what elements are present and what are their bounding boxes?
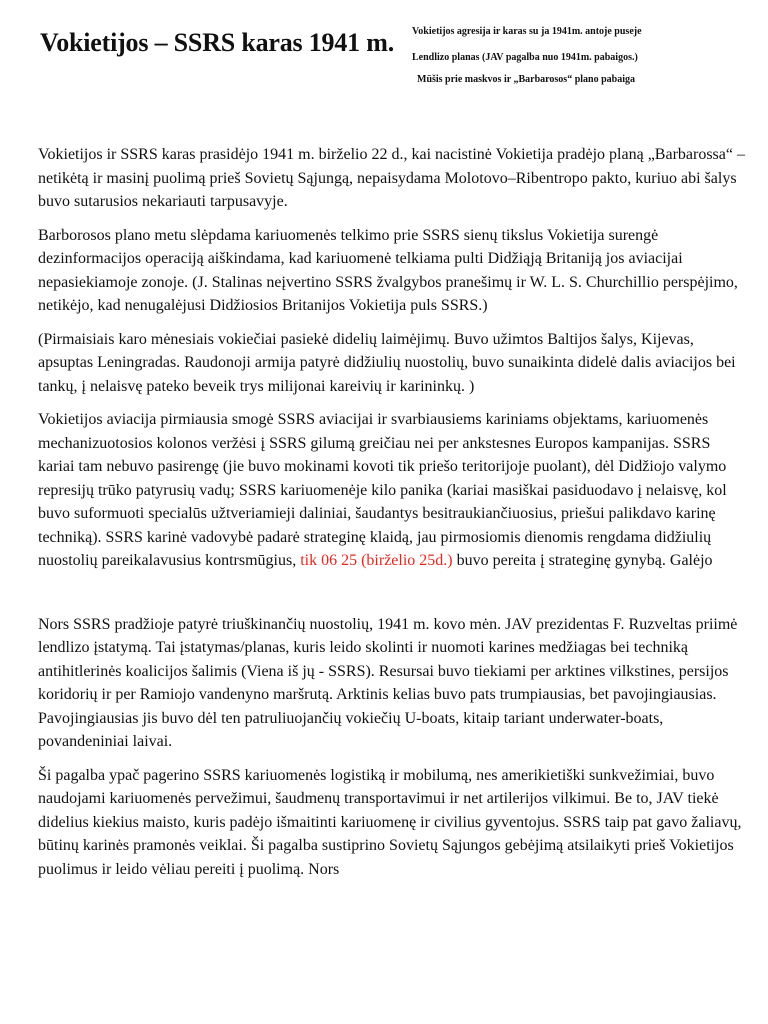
side-note: Lendlizo planas (JAV pagalba nuo 1941m. pabaigos.) [412,52,638,63]
paragraph: Nors SSRS pradžioje patyrė triuškinančių nuostolių, 1941 m. kovo mėn. JAV prezidentas F. Ruzveltas priimė lendlizo įstatymą. Tai įstatymas/planas, kuris leido skolinti ir nuomoti karines medžiagas bei techniką antihitlerinės koalicijos šalimis (Viena iš jų - SSRS). Resursai buvo tiekiami per arktines vilkstines, persijos koridorių ir per Ramiojo vandenyno maršrutą. Arktinis kelias buvo pats trumpiausias, bet pavojingiausias. Pavojingiausias jis buvo dėl ten patruliuojančių vokiečių U-boats, kitaip tariant underwater-boats, povandeniniai laivai. [38,615,738,750]
document-body [38,143,748,891]
side-notes [408,26,708,86]
paragraph [38,408,748,573]
paragraph: Ši pagalba ypač pagerino SSRS kariuomenės logistiką ir mobilumą, nes amerikietiški sunkvežimiai, buvo naudojami kariuomenės pervežimui, šaudmenų transportavimui ir net artilerijos vilkimui. Be to, JAV tiekė didelius kiekius maisto, kuris padėjo išmaitinti kariuomenę ir civilius gyventojus. SSRS taip pat gavo žaliavų, būtinų karinės pramonės veiklai. Ši pagalba sustiprino Sovietų Sąjungos gebėjimą atsilaikyti prieš Vokietijos puolimus ir leido vėliau pereiti į puolimą. Nors [38,766,742,878]
paragraph: (Pirmaisiais karo mėnesiais vokiečiai pasiekė didelių laimėjimų. Buvo užimtos Baltijos šalys, Kijevas, apsuptas Leningradas. Raudonoji armija patyrė didžiulių nuostolių, buvo sunaikinta didelė dalis aviacijos bei tankų, į nelaisvę pateko beveik trys milijonai kareivių ir karininkų. ) [38,330,736,395]
paragraph-text: buvo pereita į strateginę gynybą. Galėjo [452,552,713,569]
page-title: Vokietijos – SSRS karas 1941 m. [40,28,395,57]
paragraph: Barborosos plano metu slėpdama kariuomenės telkimo prie SSRS sienų tikslus Vokietija surengė dezinformacijos operaciją aiškindama, kad kariuomenė telkiama pulti Didžiąją Britaniją jos aviacijai nepasiekiamoje zonoje. (J. Stalinas neįvertino SSRS žvalgybos pranešimų ir W. L. S. Churchillio perspėjimo, netikėjo, kad nenugalėjusi Didžiosios Britanijos Vokietija puls SSRS.) [38,226,738,314]
highlighted-date: tik 06 25 (birželio 25d.) [300,552,453,569]
paragraph: Vokietijos ir SSRS karas prasidėjo 1941 m. birželio 22 d., kai nacistinė Vokietija pradėjo planą „Barbarossa“ – netikėtą ir masinį puolimą prieš Sovietų Sąjungą, nepaisydama Molotovo–Ribentropo pakto, kuriuo abi šalys buvo sutarusios nekariauti tarpusavyje. [38,146,745,210]
paragraph-text: Vokietijos aviacija pirmiausia smogė SSRS aviacijai ir svarbiausiems kariniams objektams, kariuomenės mechanizuotosios kolonos veržėsi į SSRS gilumą greičiau nei per ankstesnes Europos kampanijas. SSRS kariai tam nebuvo pasirengę (jie buvo mokinami kovoti tik priešo teritorijoje puolant), dėl Didžiojo valymo represijų trūko patyrusių vadų; SSRS kariuomenėje kilo panika (kariai masiškai pasiduodavo į nelaisvę, kol buvo suformuoti specialūs užtveriamieji daliniai, šaudantys besitraukiančiuosius, priešui palikdavo karinę techniką). SSRS karinė vadovybė padarė strateginę klaidą, jau pirmosiomis dienomis rengdama didžiulių nuostolių pareikalavusius kontrsmūgius, [38,411,727,569]
side-note: Mūšis prie maskvos ir „Barbarosos“ plano pabaiga [417,74,636,85]
side-note: Vokietijos agresija ir karas su ja 1941m. antoje puseje [412,26,642,37]
